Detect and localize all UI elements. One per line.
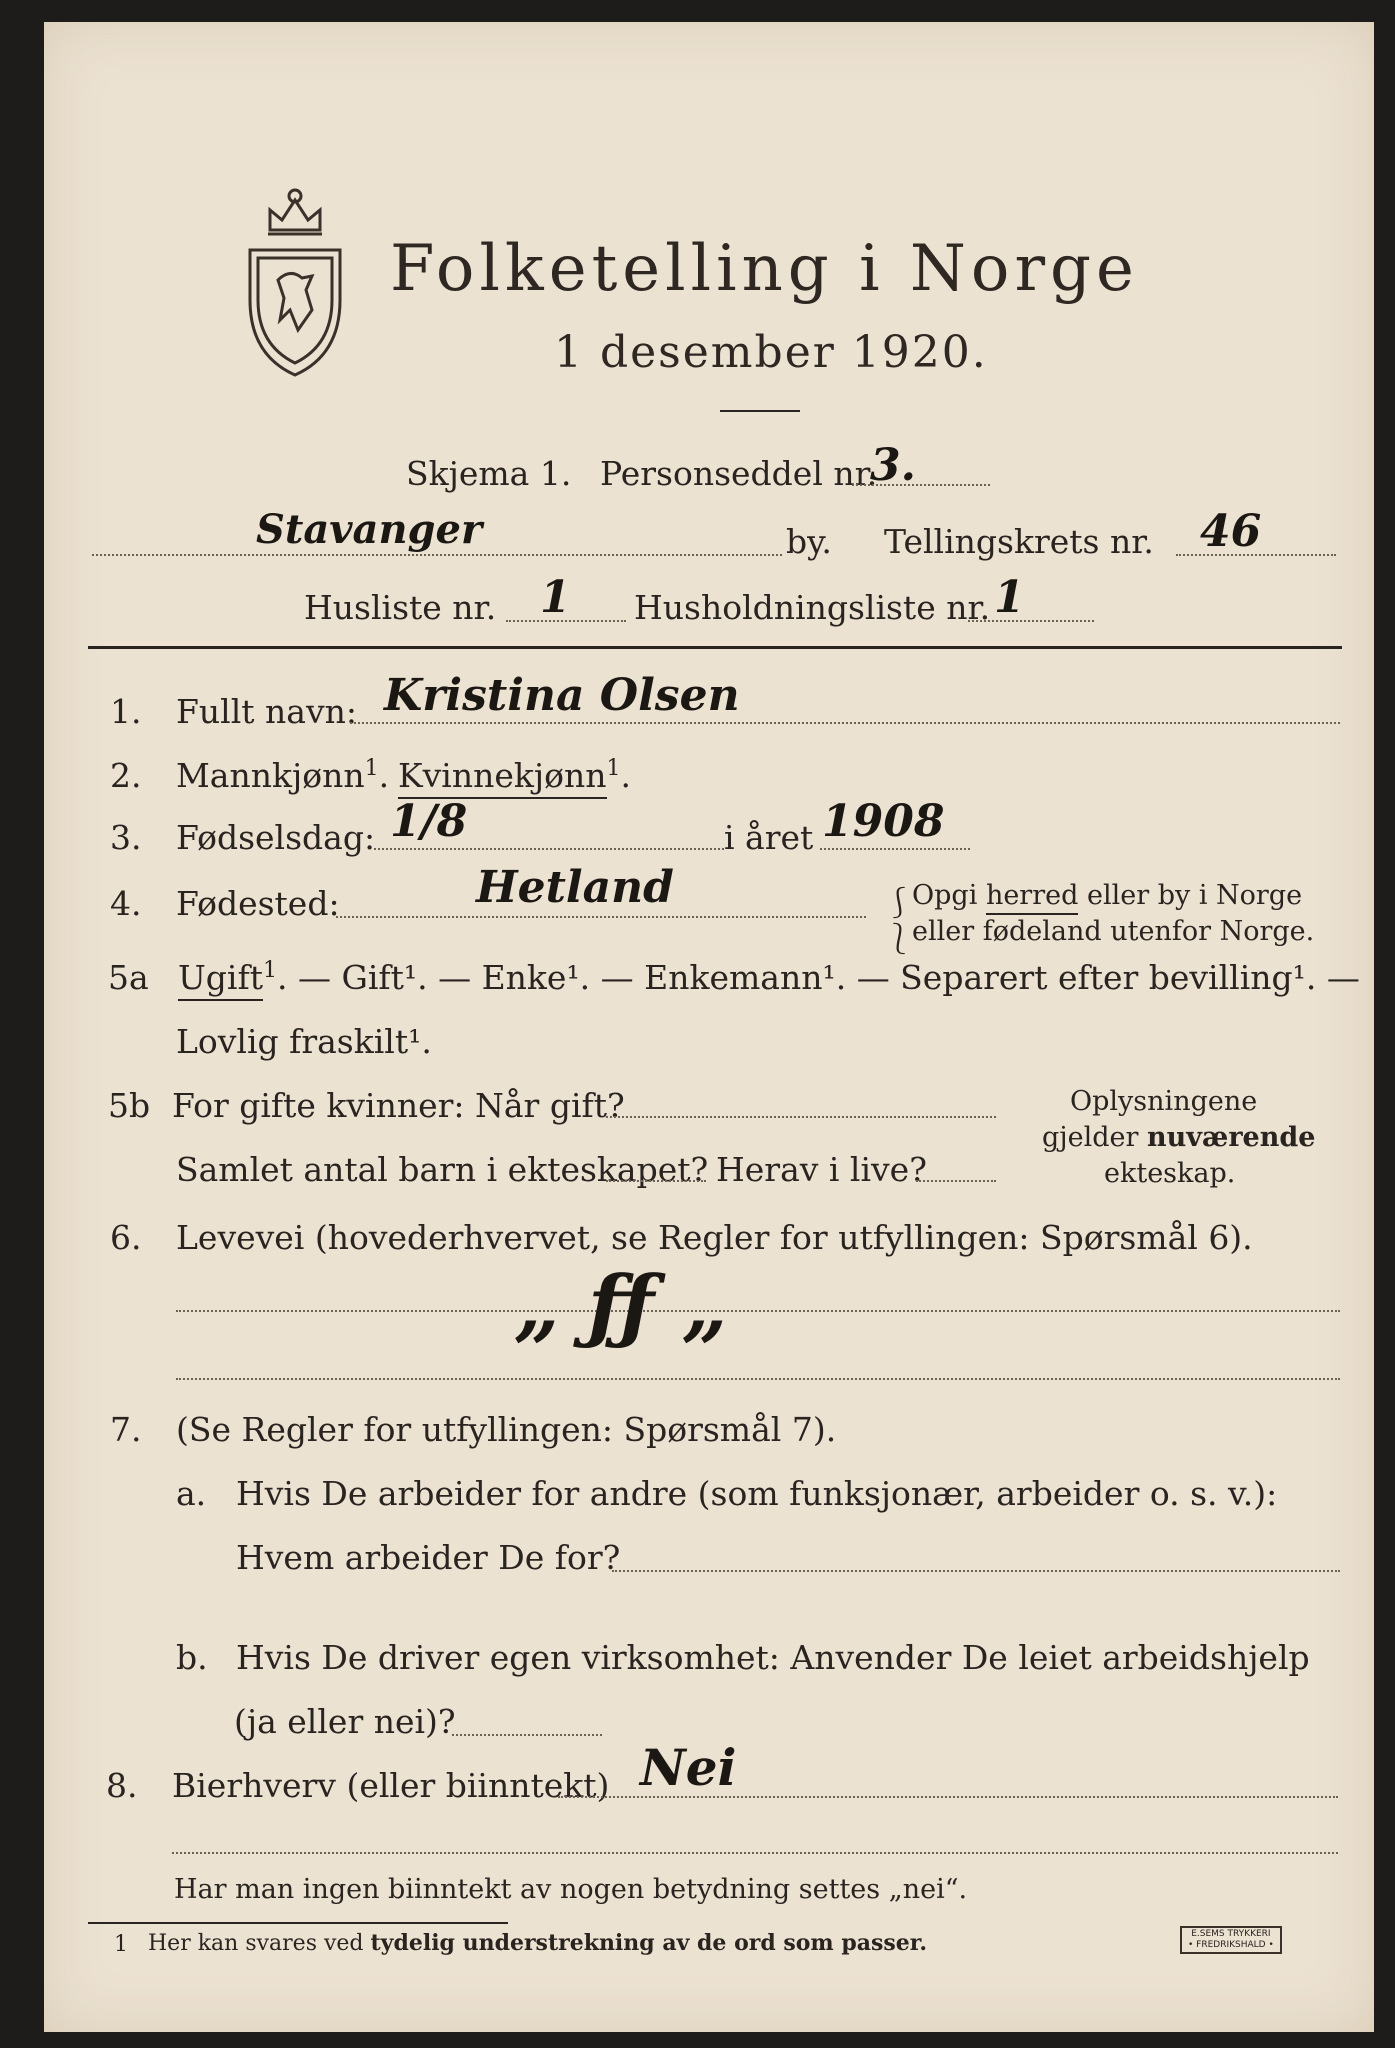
q5a-lovlig-fraskilt[interactable]: Lovlig fraskilt¹. bbox=[176, 1022, 432, 1061]
census-form bbox=[44, 22, 1374, 2032]
footer-rule bbox=[88, 1922, 508, 1924]
q6-occupation-value[interactable]: „ ƒƒ „ bbox=[514, 1258, 728, 1352]
q4-number: 4. bbox=[110, 884, 142, 923]
q8-label: Bierhverv (eller biinntekt) bbox=[172, 1766, 610, 1805]
q4-note-line1: Opgi herred eller by i Norge bbox=[912, 880, 1302, 911]
q4-label: Fødested: bbox=[176, 884, 340, 923]
q2-female-option[interactable]: Kvinnekjønn$^1$. bbox=[398, 756, 631, 795]
q7a-employer-line bbox=[612, 1570, 1340, 1572]
q7a-letter: a. bbox=[176, 1474, 207, 1513]
coat-of-arms-icon bbox=[240, 180, 350, 380]
q7a-label: Hvis De arbeider for andre (som funksjonær, arbeider o. s. v.): bbox=[236, 1474, 1278, 1513]
husliste-label: Husliste nr. bbox=[304, 588, 497, 627]
q5b-note-line1: Oplysningene bbox=[1070, 1086, 1258, 1117]
q1-label: Fullt navn: bbox=[176, 692, 357, 731]
q5b-alive-line bbox=[916, 1180, 996, 1182]
q7b-ja-nei-line bbox=[452, 1734, 602, 1736]
q3-line bbox=[374, 848, 724, 850]
q7b-ja-nei-label: (ja eller nei)? bbox=[234, 1702, 456, 1741]
q5b-married-line bbox=[606, 1116, 996, 1118]
q8-number: 8. bbox=[106, 1766, 138, 1805]
q5a-number: 5a bbox=[108, 958, 149, 997]
q3-birthday-value[interactable]: 1/8 bbox=[390, 796, 468, 847]
q4-note-brace: ⎰ bbox=[884, 886, 914, 921]
q7b-label: Hvis De driver egen virksomhet: Anvender De leiet arbeidshjelp bbox=[236, 1638, 1310, 1677]
header-rule bbox=[88, 646, 1342, 649]
q7b-letter: b. bbox=[176, 1638, 208, 1677]
q4-note-line2: eller fødeland utenfor Norge. bbox=[912, 916, 1315, 947]
footnote-mark: 1 bbox=[114, 1932, 128, 1957]
q1-number: 1. bbox=[110, 692, 142, 731]
q5a-other-options[interactable]: — Gift¹. — Enke¹. — Enkemann¹. — Separert efter bevilling¹. — bbox=[298, 958, 1360, 997]
census-date: 1 desember 1920. bbox=[554, 327, 988, 378]
title-divider bbox=[720, 410, 800, 412]
q8-side-income-value[interactable]: Nei bbox=[640, 1738, 737, 1797]
q5a-option-ugift[interactable]: Ugift$^1$. bbox=[178, 958, 287, 997]
q5b-alive-label: Herav i live? bbox=[716, 1150, 927, 1189]
husliste-value[interactable]: 1 bbox=[540, 572, 571, 623]
q5b-label: For gifte kvinner: Når gift? bbox=[172, 1086, 625, 1125]
q3-year-label: i året bbox=[724, 818, 814, 857]
form-title: Folketelling i Norge bbox=[390, 232, 1139, 306]
q5b-number: 5b bbox=[108, 1086, 151, 1125]
q3-number: 3. bbox=[110, 818, 142, 857]
q5b-note-line3: ekteskap. bbox=[1104, 1158, 1236, 1189]
place-value[interactable]: Stavanger bbox=[256, 506, 483, 553]
q4-birthplace-value[interactable]: Hetland bbox=[476, 862, 674, 913]
q7-label: (Se Regler for utfyllingen: Spørsmål 7). bbox=[176, 1410, 837, 1449]
place-line bbox=[92, 554, 782, 556]
personseddel-label: Personseddel nr. bbox=[600, 454, 878, 493]
skjema-label: Skjema 1. bbox=[406, 454, 572, 493]
q3-year-line bbox=[820, 848, 970, 850]
husholdning-value[interactable]: 1 bbox=[994, 572, 1025, 623]
q7a-employer-label: Hvem arbeider De for? bbox=[236, 1538, 621, 1577]
q2-male-text: Mannkjønn bbox=[176, 756, 365, 795]
q4-note-brace-lower: ⎱ bbox=[884, 922, 914, 957]
q3-label: Fødselsdag: bbox=[176, 818, 376, 857]
q6-line-1 bbox=[176, 1310, 1340, 1312]
q1-line bbox=[350, 722, 1340, 724]
q8-line-2 bbox=[172, 1852, 1338, 1854]
tellingskrets-value[interactable]: 46 bbox=[1200, 506, 1262, 557]
q6-number: 6. bbox=[110, 1218, 142, 1257]
q5a-ugift-text: Ugift bbox=[178, 958, 263, 1001]
printer-stamp: E.SEMS TRYKKERI • FREDRIKSHALD • bbox=[1180, 1926, 1282, 1954]
footnote-text: Her kan svares ved tydelig understrekning av de ord som passer. bbox=[148, 1930, 928, 1956]
q6-line-2 bbox=[176, 1378, 1340, 1380]
q2-female-text: Kvinnekjønn bbox=[398, 756, 607, 799]
q8-note: Har man ingen biinntekt av nogen betydning settes „nei“. bbox=[174, 1874, 968, 1905]
q5b-note-line2: gjelder nuværende bbox=[1042, 1122, 1316, 1153]
q2-number: 2. bbox=[110, 756, 142, 795]
husholdning-line bbox=[968, 620, 1094, 622]
q5b-children-label: Samlet antal barn i ekteskapet? bbox=[176, 1150, 709, 1189]
q6-label: Levevei (hovederhvervet, se Regler for utfyllingen: Spørsmål 6). bbox=[176, 1218, 1253, 1257]
personseddel-value[interactable]: 3. bbox=[870, 440, 916, 491]
q7-number: 7. bbox=[110, 1410, 142, 1449]
q3-year-value[interactable]: 1908 bbox=[822, 796, 945, 847]
q5b-children-line bbox=[606, 1180, 706, 1182]
tellingskrets-label: Tellingskrets nr. bbox=[884, 522, 1154, 561]
q2-male-option[interactable]: Mannkjønn$^1$. bbox=[176, 756, 390, 795]
husholdning-label: Husholdningsliste nr. bbox=[634, 588, 991, 627]
q1-full-name-value[interactable]: Kristina Olsen bbox=[384, 670, 740, 721]
by-label: by. bbox=[786, 522, 832, 561]
q4-line bbox=[336, 916, 866, 918]
